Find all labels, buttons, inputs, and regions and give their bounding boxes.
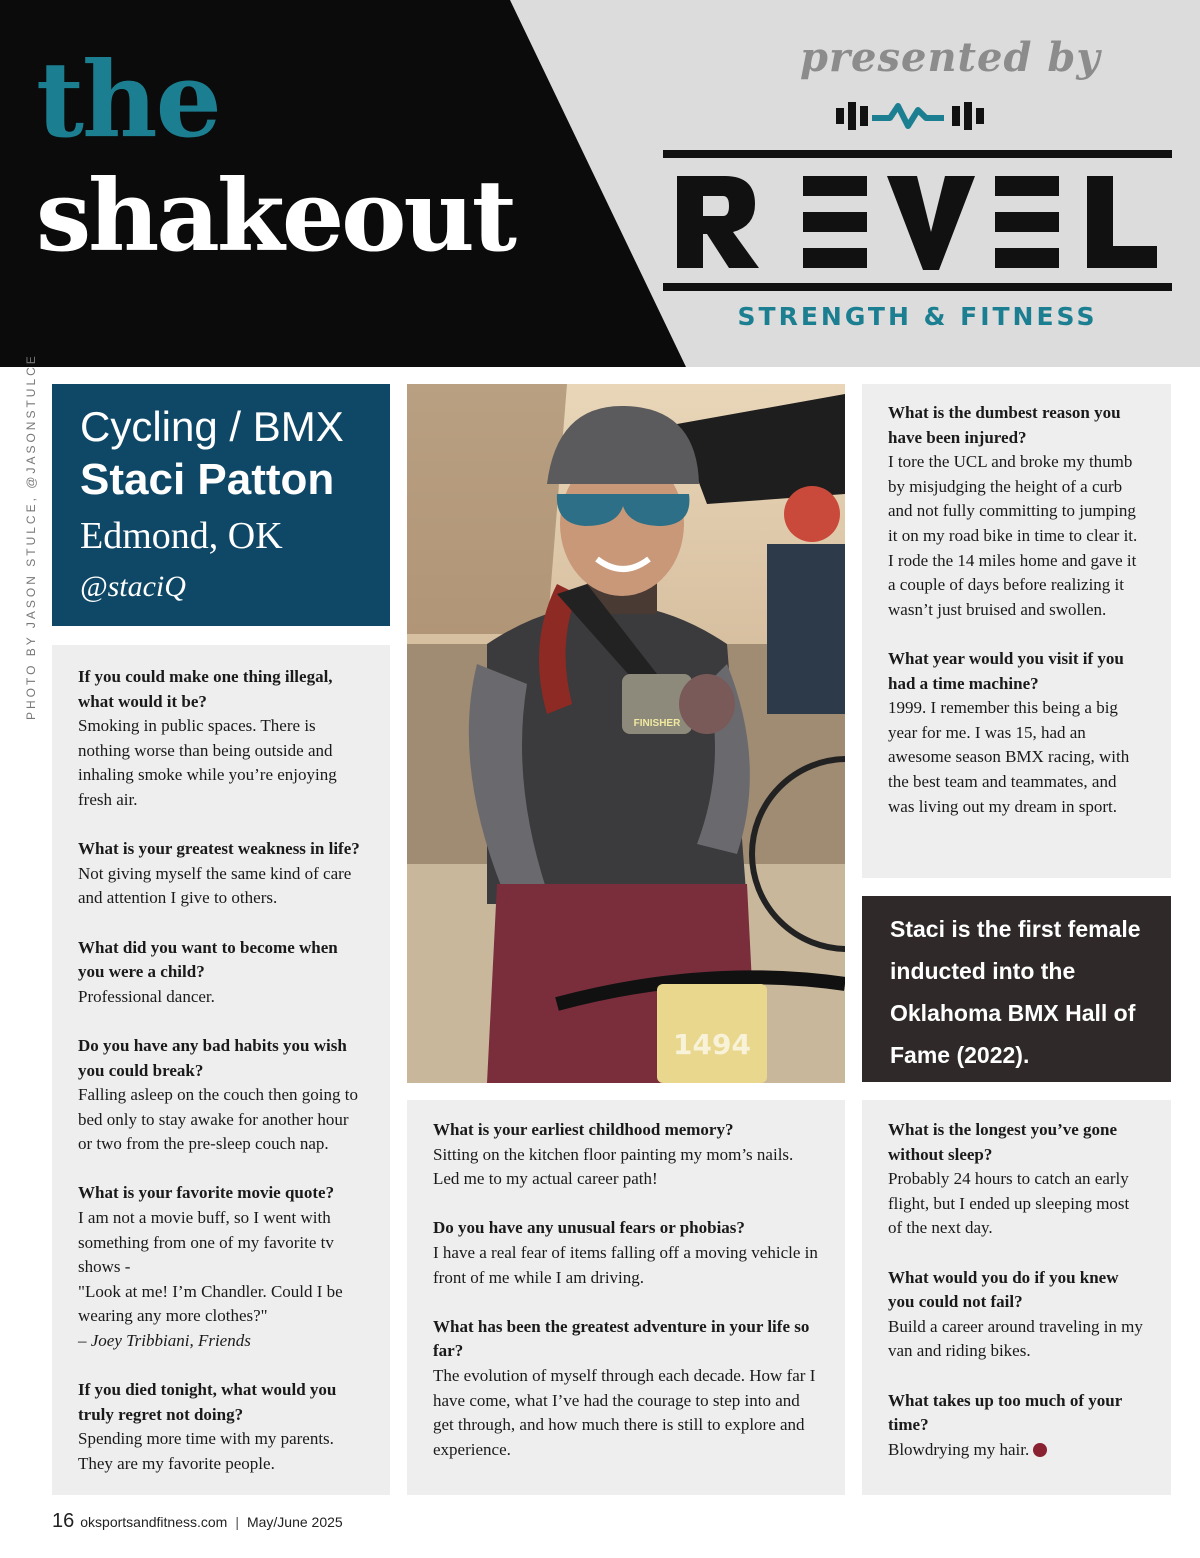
answer: Professional dancer. [78, 986, 215, 1006]
answer: Not giving myself the same kind of care and attention I give to others. [78, 863, 352, 908]
question: What year would you visit if you had a time machine? [888, 648, 1124, 693]
question: What is your favorite movie quote? [78, 1183, 335, 1203]
answer: I have a real fear of items falling off a moving vehicle in front of me while I am driving. [433, 1242, 818, 1287]
qa-item [888, 647, 1145, 819]
qa-item [78, 837, 364, 911]
section-title-the: the [36, 38, 220, 161]
athlete-profile-box [52, 384, 390, 626]
question: If you died tonight, what would you truly regret not doing? [78, 1380, 337, 1424]
question: What is the longest you’ve gone without sleep? [888, 1120, 1118, 1164]
qa-panel-middle [407, 1100, 845, 1495]
masthead [0, 0, 1200, 367]
answer: Sitting on the kitchen floor painting my mom’s nails. Led me to my actual career path! [433, 1144, 794, 1189]
qa-panel-right-top [862, 384, 1171, 878]
quote-attribution: – Joey Tribbiani, Friends [78, 1331, 251, 1351]
revel-pulse-logo-icon [832, 96, 1002, 136]
question: Do you have any unusual fears or phobias? [433, 1218, 745, 1238]
answer: Build a career around traveling in my van and riding bikes. [888, 1316, 1143, 1361]
page-footer [52, 1510, 343, 1533]
page-number: 16 [52, 1510, 75, 1532]
revel-wordmark-logo [663, 170, 1172, 274]
question: What is your earliest childhood memory? [433, 1120, 734, 1139]
answer: Spending more time with my parents. They are my favorite people. [78, 1429, 334, 1473]
question: Do you have any bad habits you wish you could break? [78, 1035, 347, 1080]
question: What would you do if you knew you could not fail? [888, 1267, 1119, 1312]
question: What did you want to become when you were a child? [78, 937, 338, 982]
qa-panel-left [52, 645, 390, 1495]
athlete-name: Staci Patton [80, 455, 335, 504]
qa-item [78, 1034, 364, 1157]
medal-label: FINISHER [633, 718, 681, 729]
qa-item [888, 401, 1145, 622]
movie-quote: "Look at me! I’m Chandler. Could I be wearing any more clothes?" [78, 1281, 343, 1326]
photo-credit: PHOTO BY JASON STULCE, @JASONSTULCE [24, 353, 38, 720]
answer: Falling asleep on the couch then going to bed only to stay awake for another hour or two from the pre-sleep couch nap. [78, 1085, 358, 1154]
qa-item [78, 1378, 364, 1476]
qa-panel-right-bottom [862, 1100, 1171, 1495]
qa-item [888, 1266, 1145, 1364]
question: If you could make one thing illegal, what would it be? [78, 667, 333, 711]
athlete-handle: @staciQ [80, 570, 186, 603]
answer: The evolution of myself through each decade. How far I have come, what I’ve had the courage to step into and get through, and how much there is still to explore and experience. [433, 1365, 816, 1459]
answer-last [888, 1438, 1145, 1463]
question: What takes up too much of your time? [888, 1390, 1122, 1435]
end-mark-icon [1033, 1443, 1047, 1457]
logo-rule-top [663, 150, 1172, 158]
answer: Probably 24 hours to catch an early flight, but I ended up sleeping most of the next day. [888, 1169, 1130, 1238]
hall-of-fame-callout: Staci is the first female inducted into the Oklahoma BMX Hall of Fame (2022). [862, 896, 1171, 1082]
bib-number: 1494 [673, 1028, 751, 1061]
qa-item [433, 1118, 819, 1192]
qa-item [888, 1118, 1145, 1241]
athlete-city: Edmond, OK [80, 515, 283, 557]
answer: I tore the UCL and broke my thumb by misjudging the height of a curb and not fully committing to jumping it on my road bike in time to clear it. I rode the 14 miles home and gave it a couple of days before realizing it wasn’t just bruised and swollen. [888, 452, 1138, 619]
athlete-photo [407, 384, 845, 1083]
footer-issue: May/June 2025 [246, 1514, 343, 1530]
question: What is the dumbest reason you have been injured? [888, 403, 1121, 447]
answer: I am not a movie buff, so I went with something from one of my favorite tv shows - [78, 1208, 334, 1277]
question: What is your greatest weakness in life? [78, 839, 360, 859]
footer-site: oksportsandfitness.com [80, 1514, 228, 1530]
qa-item [433, 1315, 819, 1463]
section-title-shakeout: shakeout [36, 159, 515, 274]
qa-item [433, 1216, 819, 1290]
athlete-sport: Cycling / BMX [80, 403, 344, 450]
answer: 1999. I remember this being a big year for me. I was 15, had an awesome season BMX racing, with the best team and teammates, and was living out my dream in sport. [888, 698, 1130, 816]
qa-item [78, 936, 364, 1010]
question: What has been the greatest adventure in your life so far? [433, 1316, 810, 1361]
qa-item [888, 1389, 1145, 1463]
logo-rule-bottom [663, 283, 1172, 291]
qa-item [78, 1181, 364, 1353]
presented-by-label: presented by [800, 34, 1101, 81]
answer: Blowdrying my hair. [888, 1439, 1030, 1459]
qa-item [78, 665, 364, 813]
sponsor-tagline: STRENGTH & FITNESS [737, 302, 1098, 331]
footer-separator: | [235, 1514, 239, 1530]
athlete-photo-illustration [407, 384, 845, 1083]
answer: Smoking in public spaces. There is nothing worse than being outside and inhaling smoke while you’re enjoying fresh air. [78, 716, 337, 809]
